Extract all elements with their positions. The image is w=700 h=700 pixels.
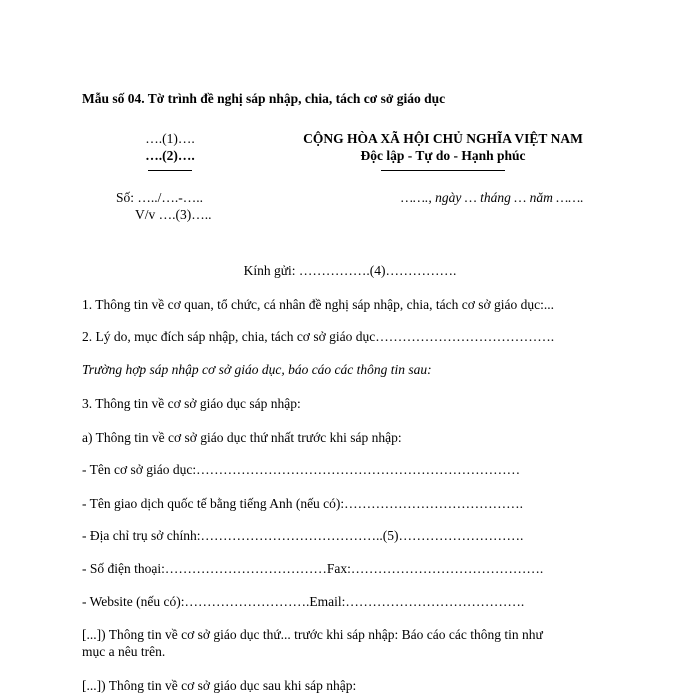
website-email-field: - Website (nếu có):……………………….Email:…………………………………. [82,594,525,609]
document-number: Số: …../….-….. [116,190,204,205]
item-1: 1. Thông tin về cơ quan, tổ chức, cá nhân đề nghị sáp nhập, chia, tách cơ sở giáo dục:... [82,297,554,312]
item-3: 3. Thông tin về cơ sở giáo dục sáp nhập: [82,396,301,411]
intl-name-field: - Tên giao dịch quốc tế bằng tiếng Anh (nếu có):…………………………………. [82,496,524,511]
item-2: 2. Lý do, mục đích sáp nhập, chia, tách cơ sở giáo dục…………………………………. [82,329,555,344]
agency-parent-placeholder: ….(1)…. [145,131,195,146]
agency-name-placeholder: ….(2)…. [145,148,195,163]
country-name: CỘNG HÒA XÃ HỘI CHỦ NGHĨA VIỆT NAM [303,131,583,146]
phone-fax-field: - Số điện thoại:………………………………Fax:……………………………………. [82,561,544,576]
other-before-line-1: [...]) Thông tin về cơ sở giáo dục thứ... trước khi sáp nhập: Báo cáo các thông tin như [82,627,543,642]
document-subject: V/v ….(3)….. [135,207,212,222]
item-3a: a) Thông tin về cơ sở giáo dục thứ nhất trước khi sáp nhập: [82,430,402,445]
other-before-line-2: mục a nêu trên. [82,644,166,659]
left-header-divider [148,170,192,171]
name-field: - Tên cơ sở giáo dục:……………………………………………………………… [82,462,521,477]
right-header-divider [381,170,505,171]
address-field: - Địa chỉ trụ sở chính:…………………………………..(5)………………………. [82,528,524,543]
recipient-line: Kính gửi: …………….(4)……………. [243,263,457,278]
merge-case-heading: Trường hợp sáp nhập cơ sở giáo dục, báo cáo các thông tin sau: [82,362,432,377]
after-merge-heading: [...]) Thông tin về cơ sở giáo dục sau khi sáp nhập: [82,678,357,693]
national-motto: Độc lập - Tự do - Hạnh phúc [360,148,526,163]
form-title: Mẫu số 04. Tờ trình đề nghị sáp nhập, chia, tách cơ sở giáo dục [82,91,446,106]
date-line: ……., ngày … tháng … năm ……. [401,190,584,205]
